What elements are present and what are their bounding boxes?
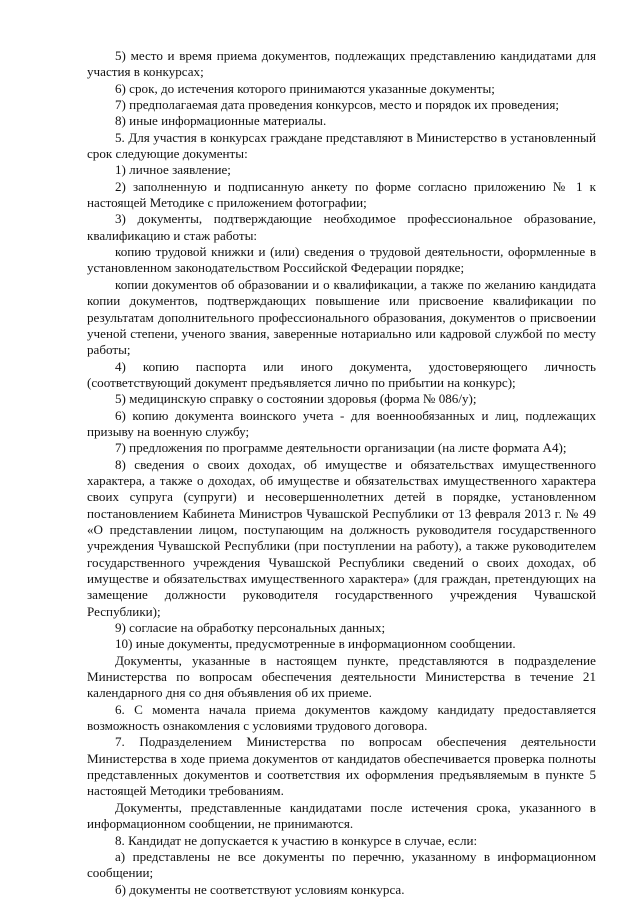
paragraph: 2) заполненную и подписанную анкету по форме согласно приложению № 1 к настоящей Методике с приложением фотографии;: [87, 178, 596, 211]
paragraph: 7) предложения по программе деятельности организации (на листе формата А4);: [115, 440, 567, 456]
paragraph: 8) сведения о своих доходах, об имуществе и обязательствах имущественного характера, а также о доходах, об имуществе и обязательствах имущественного характера своих супруга (супруги) и несовершеннолетних детей в порядке, установленном постановлением Кабинета Министров Чувашской Республики от 13 февраля 2013 г. № 49 «О представлении лицом, поступающим на должность руководителя государственного учреждения Чувашской Республики (при поступлении на работу), а также руководителем государственного учреждения Чувашской Республики сведений о своих доходах, об имуществе и обязательствах имущественного характера» (для граждан, претендующих на замещение должности руководителя государственного учреждения Чувашской Республики);: [87, 456, 596, 619]
paragraph: 7) предполагаемая дата проведения конкурсов, место и порядок их проведения;: [115, 97, 560, 113]
paragraph: копию трудовой книжки и (или) сведения о трудовой деятельности, оформленные в установленном законодательством Российской Федерации порядке;: [87, 244, 596, 276]
paragraph: 1) личное заявление;: [115, 162, 231, 178]
paragraph: 10) иные документы, предусмотренные в информационном сообщении.: [115, 636, 516, 652]
paragraph: 9) согласие на обработку персональных данных;: [115, 620, 386, 636]
paragraph: 5) медицинскую справку о состоянии здоровья (форма № 086/у);: [115, 391, 477, 407]
paragraph: 8. Кандидат не допускается к участию в конкурсе в случае, если:: [115, 832, 478, 848]
paragraph: 6) копию документа воинского учета - для военнообязанных и лиц, подлежащих призыву на военную службу;: [87, 407, 596, 439]
paragraph: 8) иные информационные материалы.: [115, 113, 327, 129]
paragraph: б) документы не соответствуют условиям конкурса.: [115, 881, 405, 897]
paragraph: 3) документы, подтверждающие необходимое профессиональное образование, квалификацию и стаж работы:: [87, 211, 596, 243]
paragraph: Документы, указанные в настоящем пункте, представляются в подразделение Министерства по вопросам обеспечения деятельности Министерства в течение 21 календарного дня со дня объявления об их приеме.: [87, 652, 596, 701]
paragraph: 5. Для участия в конкурсах граждане представляют в Министерство в установленный срок следующие документы:: [87, 129, 596, 162]
paragraph: 4) копию паспорта или иного документа, удостоверяющего личность (соответствующий документ предъявляется лично по прибытии на конкурс);: [87, 358, 596, 390]
paragraph: копии документов об образовании и о квалификации, а также по желанию кандидата копии документов, подтверждающих повышение или присвоение квалификации по результатам дополнительного профессионального образования, документов о присвоении ученой степени, ученого звания, заверенные нотариально или кадровой службой по месту работы;: [87, 276, 596, 358]
paragraph: Документы, представленные кандидатами после истечения срока, указанного в информационном сообщении, не принимаются.: [87, 799, 596, 832]
paragraph: 7. Подразделением Министерства по вопросам обеспечения деятельности Министерства в ходе приема документов от кандидатов обеспечивается проверка полноты представленных документов и соответствия их оформления предъявляемым в пункте 5 настоящей Методики требованиям.: [87, 734, 596, 799]
paragraph: а) представлены не все документы по перечню, указанному в информационном сообщении;: [87, 848, 596, 881]
paragraph: 5) место и время приема документов, подлежащих представлению кандидатами для участия в конкурсах;: [87, 48, 596, 80]
paragraph: 6. С момента начала приема документов каждому кандидату предоставляется возможность ознакомления с условиями трудового договора.: [87, 701, 596, 734]
paragraph: 6) срок, до истечения которого принимаются указанные документы;: [115, 80, 495, 96]
